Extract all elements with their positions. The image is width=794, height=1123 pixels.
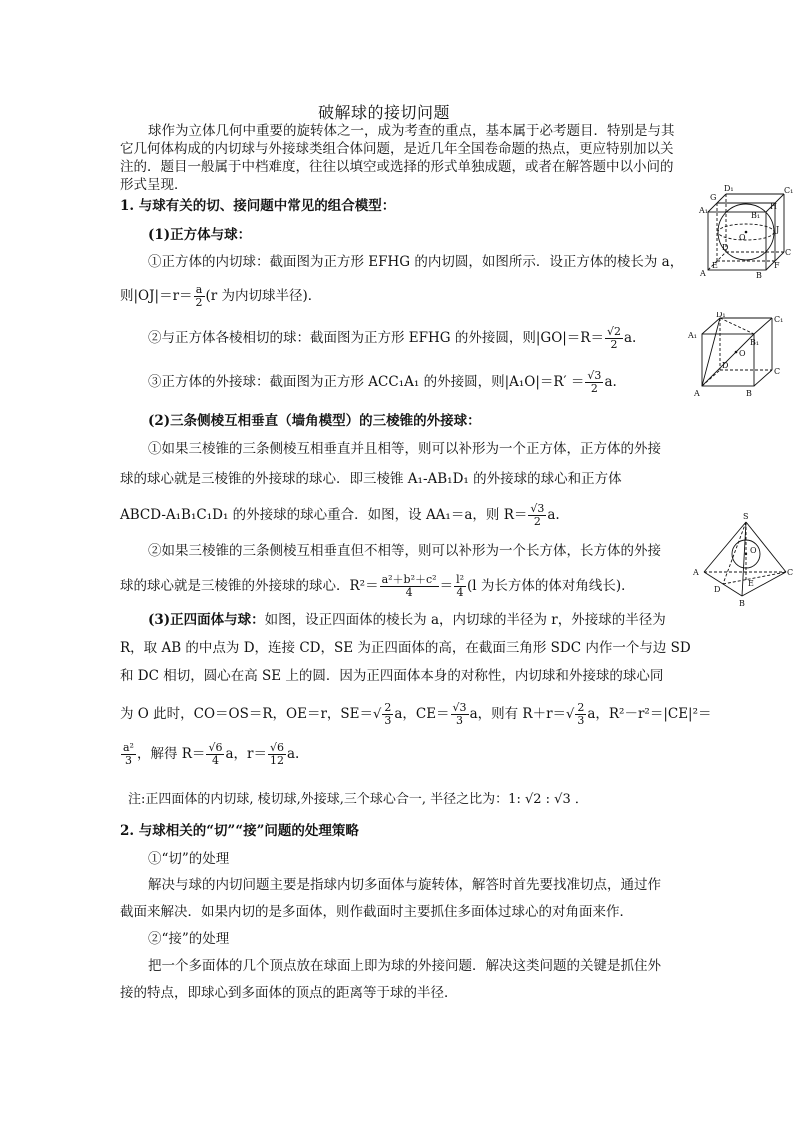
sub3-line4: 为 O 此时，CO＝OS＝R，OE＝r，SE＝√ $\frac{2}{3}$ a，CE＝ $\frac{√3}{3}$ a，则有 R＋r＝√ $\frac{2}{3}$ a，R²－r²＝|CE|²＝ bbox=[120, 701, 712, 727]
fig1-label-E: E bbox=[712, 261, 718, 270]
frac-num: √3 bbox=[587, 369, 602, 382]
sub1-item3-pre: ③正方体的外接球：截面图为正方形 ACC₁A₁ 的外接圆，则|A₁O|＝R′ ＝ bbox=[148, 374, 585, 390]
frac-num: √2 bbox=[606, 325, 621, 338]
fig1-label-G: G bbox=[710, 193, 717, 202]
fraction bbox=[454, 574, 466, 599]
sub1-item3-post: a. bbox=[604, 374, 617, 390]
section1-heading: 1. 与球有关的切、接问题中常见的组合模型： bbox=[120, 198, 396, 214]
frac-den: 3 bbox=[124, 754, 132, 767]
sub1-item1-line2 bbox=[120, 284, 321, 309]
fig3-label-B: B bbox=[739, 599, 745, 608]
sub2-item1-line2: 球的球心就是三棱锥的外接球的球心．即三棱锥 A₁-AB₁D₁ 的外接球的球心和正方体 bbox=[120, 471, 622, 487]
fraction bbox=[206, 742, 224, 767]
frac-num: √6 bbox=[208, 741, 223, 754]
frac-num: a²＋b²＋c² bbox=[381, 573, 437, 586]
frac-den: 4 bbox=[405, 586, 413, 599]
fig1-label-H: H bbox=[770, 202, 777, 211]
fig3-label-S: S bbox=[743, 512, 749, 521]
fig1-label-B1: B₁ bbox=[751, 211, 761, 220]
fig2-label-A1: A₁ bbox=[688, 331, 697, 340]
fig2-label-C1: C₁ bbox=[774, 315, 784, 324]
frac-num: l² bbox=[456, 573, 465, 586]
sub3-line1 bbox=[148, 611, 666, 629]
sub3-l5-mid2: a，r＝ bbox=[225, 746, 267, 762]
sub1-item3 bbox=[148, 370, 617, 395]
sub1-item2 bbox=[148, 326, 636, 351]
fig1-label-A1: A₁ bbox=[699, 206, 708, 215]
fig2-label-O: O bbox=[739, 349, 746, 358]
qie-heading: ①“切”的处理 bbox=[148, 851, 230, 867]
frac-num: 2 bbox=[384, 701, 392, 714]
frac-num: 2 bbox=[577, 701, 585, 714]
note-line: 注:正四面体的内切球, 棱切球,外接球,三个球心合一, 半径之比为：1: √2 : √3 ． bbox=[128, 792, 588, 807]
fig1-label-F: F bbox=[774, 261, 780, 270]
fig2-label-D1: D₁ bbox=[716, 312, 726, 319]
sub2-item2-l2-post: (l 为长方体的体对角线长)． bbox=[467, 578, 635, 594]
frac-den: 4 bbox=[456, 586, 464, 599]
fraction bbox=[268, 742, 286, 767]
sqrt-fraction bbox=[575, 702, 586, 727]
sub1-item1-pre: 则|OJ|＝r＝ bbox=[120, 288, 193, 304]
frac-num: a bbox=[194, 284, 205, 297]
sub1-item1-line1: ①正方体的内切球：截面图为正方形 EFHG 的内切圆，如图所示．设正方体的棱长为 a， bbox=[148, 254, 684, 270]
sub3-l5-mid: ，解得 R＝ bbox=[136, 746, 206, 762]
jie-line1: 把一个多面体的几个顶点放在球面上即为球的外接问题．解决这类问题的关键是抓住外 bbox=[148, 958, 661, 974]
jie-line2: 接的特点，即球心到多面体的顶点的距离等于球的半径． bbox=[120, 985, 458, 1001]
sub3-l4d: a，R²－r²＝|CE|²＝ bbox=[587, 706, 712, 722]
frac-den: 3 bbox=[456, 714, 464, 727]
frac-den: 4 bbox=[211, 754, 219, 767]
fig2-label-A: A bbox=[694, 389, 700, 398]
fig2-label-C: C bbox=[774, 367, 781, 376]
qie-line1: 解决与球的内切问题主要是指球内切多面体与旋转体，解答时首先要找准切点，通过作 bbox=[148, 877, 661, 893]
jie-heading: ②“接”的处理 bbox=[148, 931, 230, 947]
fig3-label-A: A bbox=[693, 568, 699, 577]
fig2-label-B: B bbox=[746, 389, 752, 398]
sub3-line5 bbox=[120, 742, 299, 767]
frac-den: 2 bbox=[590, 382, 598, 395]
tetrahedron-figure bbox=[690, 512, 794, 608]
frac-den: 2 bbox=[533, 515, 541, 528]
fraction bbox=[121, 742, 136, 767]
frac-num: √3 bbox=[452, 701, 467, 714]
page-title: 破解球的接切问题 bbox=[318, 103, 451, 122]
section2-heading: 2. 与球相关的“切”“接”问题的处理策略 bbox=[120, 823, 359, 839]
frac-num: √6 bbox=[269, 741, 284, 754]
sub3-heading: (3)正四面体与球： bbox=[148, 612, 265, 628]
fig2-label-B1: B₁ bbox=[750, 338, 760, 347]
fig3-label-E: E bbox=[748, 579, 754, 588]
sub3-line3: 和 DC 相切，圆心在高 SE 上的圆．因为正四面体本身的对称性，内切球和外接球的球心同 bbox=[120, 668, 664, 684]
fig2-label-D: D bbox=[722, 361, 729, 370]
fraction bbox=[585, 370, 603, 395]
frac-den: 2 bbox=[610, 338, 618, 351]
fraction bbox=[451, 702, 469, 727]
sub3-l4c: a，则有 R＋r＝ bbox=[469, 706, 567, 722]
sub3-l1: 如图，设正四面体的棱长为 a，内切球的半径为 r，外接球的半径为 bbox=[264, 612, 666, 628]
sub2-item1-line1: ①如果三棱锥的三条侧棱互相垂直并且相等，则可以补形为一个正方体，正方体的外接 bbox=[148, 441, 661, 457]
frac-num: a² bbox=[123, 741, 134, 754]
sub2-heading: (2)三条侧棱互相垂直（墙角模型）的三棱锥的外接球： bbox=[148, 413, 481, 429]
fig1-label-C1: C₁ bbox=[784, 186, 794, 195]
fig1-label-D: D bbox=[722, 243, 729, 252]
fraction bbox=[194, 284, 205, 309]
intro-paragraph: 球作为立体几何中重要的旋转体之一，成为考查的重点，基本属于必考题目．特别是与其它几何体构成的内切球与外接球类组合体问题，是近几年全国卷命题的热点，更应特别加以关注的．题目一般属于中档难度，往往以填空或选择的形式单独成题，或者在解答题中以小问的形式呈现． bbox=[120, 123, 675, 193]
equals: ＝ bbox=[439, 578, 454, 594]
frac-den: 3 bbox=[577, 714, 585, 727]
frac-den: 3 bbox=[384, 714, 392, 727]
sub1-item2-pre: ②与正方体各棱相切的球：截面图为正方形 EFHG 的外接圆，则|GO|＝R＝ bbox=[148, 330, 604, 346]
frac-den: 12 bbox=[269, 754, 284, 767]
fig3-label-C: C bbox=[787, 568, 794, 577]
fig1-label-O: O bbox=[739, 233, 746, 242]
sub2-item2-l2-pre: 球的球心就是三棱锥的外接球的球心．R²＝ bbox=[120, 578, 379, 594]
cube-inscribed-sphere-figure bbox=[696, 182, 794, 282]
fig3-label-O: O bbox=[750, 546, 757, 555]
sub3-l4a: 为 O 此时，CO＝OS＝R，OE＝r，SE＝ bbox=[120, 706, 374, 722]
sub2-item1-line3 bbox=[120, 503, 560, 528]
fig1-label-B: B bbox=[756, 271, 762, 280]
fig1-label-C: C bbox=[785, 248, 792, 257]
frac-den: 2 bbox=[195, 296, 203, 309]
fig1-label-J: J bbox=[776, 225, 780, 234]
qie-line2: 截面来解决．如果内切的是多面体，则作截面时主要抓住多面体过球心的对角面来作． bbox=[120, 904, 633, 920]
sub3-l5-post: a. bbox=[286, 746, 300, 762]
sub2-item2-line2 bbox=[120, 574, 635, 599]
sub2-item1-l3-pre: ABCD-A₁B₁C₁D₁ 的外接球的球心重合．如图，设 AA₁＝a，则 R＝ bbox=[120, 507, 528, 523]
fig3-label-D: D bbox=[714, 585, 721, 594]
fraction bbox=[380, 574, 439, 599]
cube-circumscribed-figure bbox=[686, 312, 786, 402]
sub1-item2-post: a. bbox=[624, 330, 637, 346]
sub3-l4b: a，CE＝ bbox=[394, 706, 450, 722]
fraction bbox=[605, 326, 623, 351]
sub2-item1-l3-post: a. bbox=[547, 507, 560, 523]
sub1-heading: (1)正方体与球： bbox=[148, 227, 252, 243]
sqrt-fraction bbox=[382, 702, 393, 727]
sub3-line2: R，取 AB 的中点为 D，连接 CD，SE 为正四面体的高，在截面三角形 SDC 内作一个与边 SD bbox=[120, 640, 691, 656]
fig1-label-D1: D₁ bbox=[724, 184, 734, 193]
fig1-label-A: A bbox=[700, 269, 706, 278]
sub2-item2-line1: ②如果三棱锥的三条侧棱互相垂直但不相等，则可以补形为一个长方体，长方体的外接 bbox=[148, 543, 661, 559]
sub1-item1-post: (r 为内切球半径)． bbox=[205, 288, 322, 304]
frac-num: √3 bbox=[530, 502, 545, 515]
fraction bbox=[528, 503, 546, 528]
